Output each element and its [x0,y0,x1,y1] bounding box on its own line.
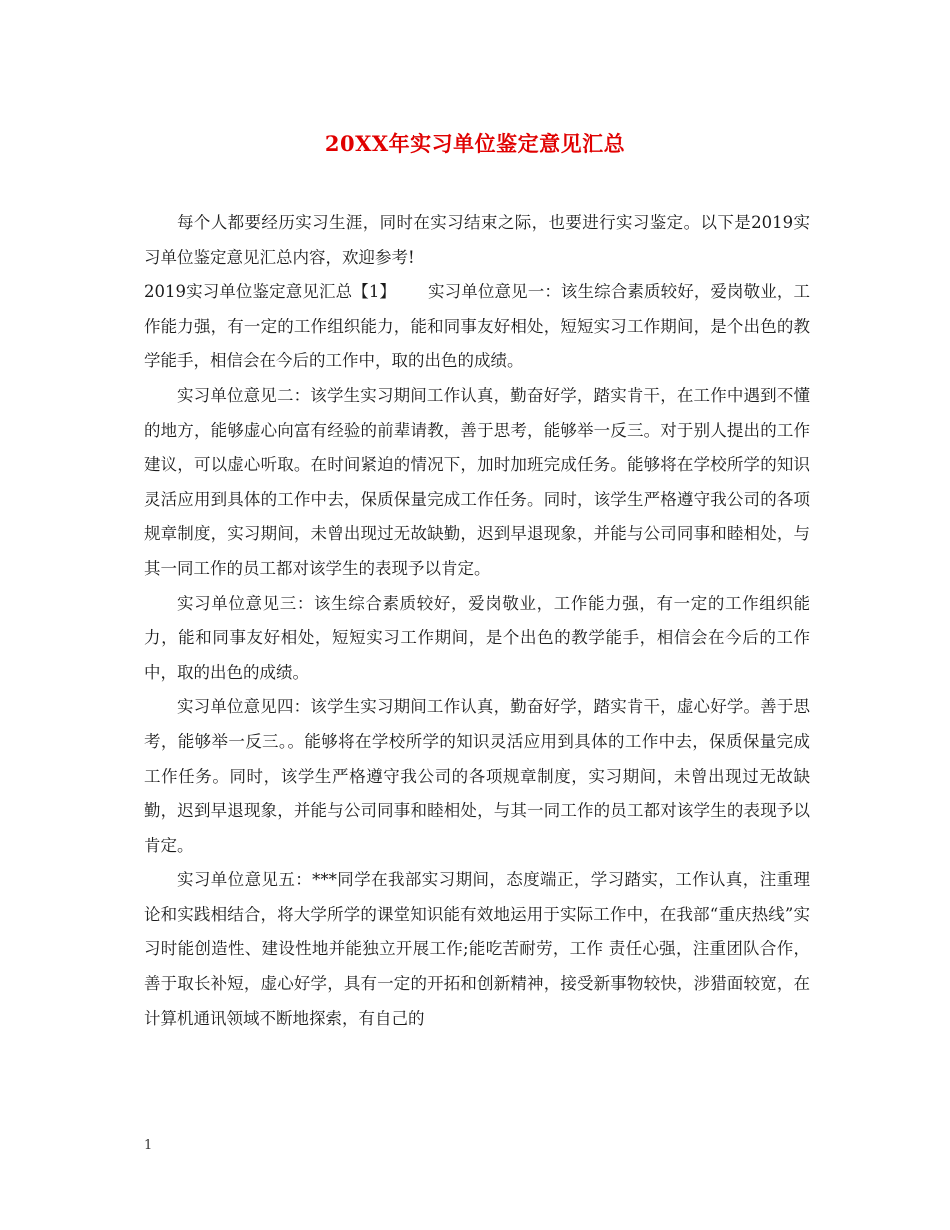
section-paragraph-1 [144,275,810,379]
opinion-5-paragraph: 实习单位意见五：***同学在我部实习期间，态度端正，学习踏实，工作认真，注重理论和实践相结合，将大学所学的课堂知识能有效地运用于实际工作中，在我部“重庆热线”实习时能创造性、建设性地并能独立开展工作;能吃苦耐劳，工作 责任心强，注重团队合作，善于取长补短，虚心好学，具有一定的开拓和创新精神，接受新事物较快，涉猎面较宽，在计算机通讯领域不断地探索，有自己的 [144,870,810,1028]
intro-paragraph: 每个人都要经历实习生涯，同时在实习结束之际，也要进行实习鉴定。以下是2019实习单位鉴定意见汇总内容，欢迎参考! [144,213,810,267]
document-title: 20XX年实习单位鉴定意见汇总 [324,131,626,156]
opinion-4-paragraph: 实习单位意见四：该学生实习期间工作认真，勤奋好学，踏实肯干，虚心好学。善于思考，能够举一反三。。能够将在学校所学的知识灵活应用到具体的工作中去，保质保量完成工作任务。同时，该学生严格遵守我公司的各项规章制度，实习期间，未曾出现过无故缺勤，迟到早退现象，并能与公司同事和睦相处，与其一同工作的员工都对该学生的表现予以肯定。 [144,697,810,855]
opinion-3-paragraph: 实习单位意见三：该生综合素质较好，爱岗敬业，工作能力强，有一定的工作组织能力，能和同事友好相处，短短实习工作期间，是个出色的教学能手，相信会在今后的工作中，取的出色的成绩。 [144,593,810,682]
page-number: 1 [144,1138,153,1153]
section-heading: 2019实习单位鉴定意见汇总【1】 [144,282,397,302]
opinion-2-paragraph: 实习单位意见二：该学生实习期间工作认真，勤奋好学，踏实肯干，在工作中遇到不懂的地方，能够虚心向富有经验的前辈请教，善于思考，能够举一反三。对于别人提出的工作建议，可以虚心听取。在时间紧迫的情况下，加时加班完成任务。能够将在学校所学的知识灵活应用到具体的工作中去，保质保量完成工作任务。同时，该学生严格遵守我公司的各项规章制度，实习期间，未曾出现过无故缺勤，迟到早退现象，并能与公司同事和睦相处，与其一同工作的员工都对该学生的表现予以肯定。 [144,385,810,578]
opinion-1-text: 实习单位意见一：该生综合素质较好，爱岗敬业，工作能力强，有一定的工作组织能力，能和同事友好相处，短短实习工作期间，是个出色的教学能手，相信会在今后的工作中，取的出色的成绩。 [144,282,810,371]
document-body [144,206,810,1036]
